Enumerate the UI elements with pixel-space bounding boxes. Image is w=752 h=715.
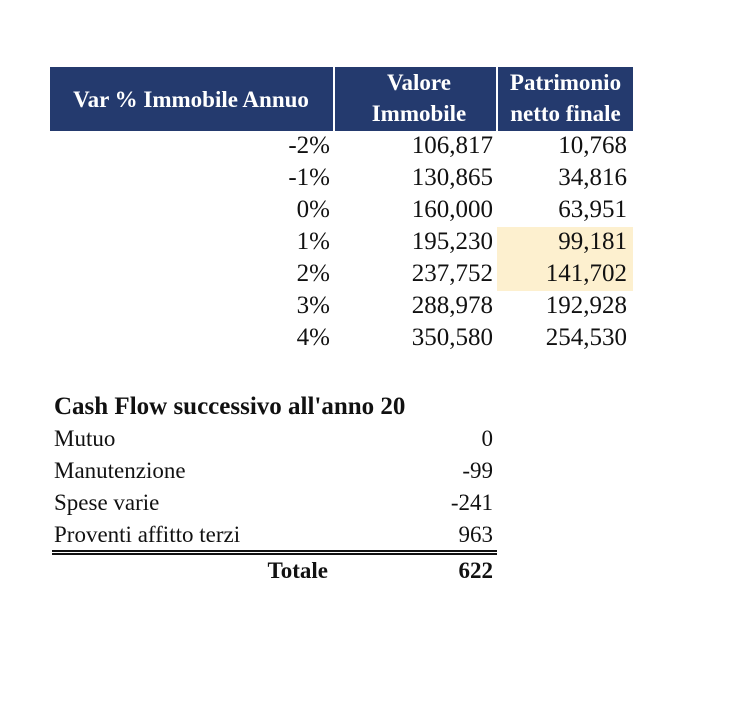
- cell-valore: 350,580: [411, 324, 493, 351]
- cell-valore: 195,230: [411, 228, 493, 255]
- cell-patrimonio: 63,951: [558, 196, 627, 223]
- cell-patrimonio: 99,181: [558, 228, 627, 255]
- total-rule: [52, 550, 497, 552]
- cell-patrimonio: 254,530: [545, 324, 627, 351]
- header-divider: [333, 67, 335, 131]
- cell-var: 4%: [296, 324, 330, 351]
- header-patrimonio-netto-finale: [499, 67, 632, 131]
- header-patrimonio-line2: netto finale: [510, 101, 621, 126]
- cash-flow-value: 0: [481, 426, 493, 451]
- cash-flow-value: 963: [458, 522, 493, 547]
- cash-flow-value: -99: [462, 458, 493, 483]
- cash-flow-label: Manutenzione: [54, 458, 186, 483]
- header-valore-immobile: [365, 67, 473, 131]
- cell-patrimonio: 34,816: [558, 164, 627, 191]
- header-valore-line2: Immobile: [371, 101, 467, 126]
- cash-flow-label: Proventi affitto terzi: [54, 522, 241, 547]
- cell-patrimonio: 10,768: [558, 132, 627, 159]
- total-label: Totale: [267, 558, 328, 583]
- cell-var: 3%: [296, 292, 330, 319]
- cell-valore: 288,978: [411, 292, 493, 319]
- cash-flow-label: Spese varie: [54, 490, 160, 515]
- cell-var: 1%: [296, 228, 330, 255]
- header-patrimonio-line1: Patrimonio: [509, 70, 622, 95]
- total-value: 622: [458, 558, 493, 583]
- cell-var: -1%: [288, 164, 330, 191]
- cell-valore: 106,817: [411, 132, 493, 159]
- cell-var: 0%: [296, 196, 330, 223]
- cell-var: -2%: [288, 132, 330, 159]
- cash-flow-label: Mutuo: [54, 426, 116, 451]
- cell-valore: 130,865: [411, 164, 493, 191]
- header-var-immobile-annuo: [50, 67, 332, 131]
- header-var-label: Var % Immobile Annuo: [73, 86, 309, 112]
- cell-var: 2%: [296, 260, 330, 287]
- cash-flow-title: Cash Flow successivo all'anno 20: [54, 393, 406, 420]
- header-divider: [496, 67, 498, 131]
- header-valore-line1: Valore: [387, 70, 451, 95]
- cell-valore: 160,000: [411, 196, 493, 223]
- cell-patrimonio: 192,928: [545, 292, 627, 319]
- cash-flow-value: -241: [450, 490, 493, 515]
- cell-patrimonio: 141,702: [545, 260, 627, 287]
- cell-valore: 237,752: [411, 260, 493, 287]
